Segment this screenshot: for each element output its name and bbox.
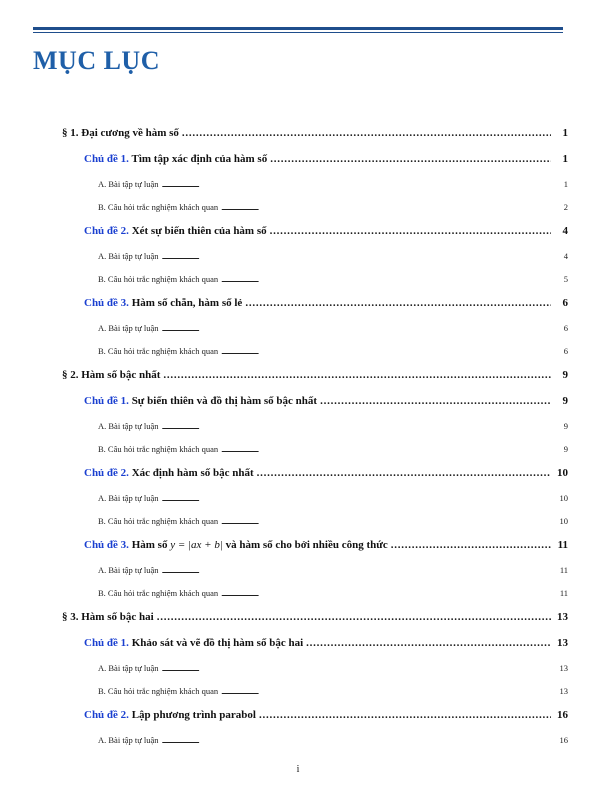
- toc-topic-prefix: Chủ đề 2.: [84, 467, 129, 479]
- toc-topic-prefix: Chủ đề 2.: [84, 225, 129, 237]
- toc-item[interactable]: [98, 565, 568, 575]
- toc-leader: [259, 709, 551, 721]
- toc-leader: [221, 444, 551, 454]
- toc-item-label: B. Câu hỏi trắc nghiệm khách quan: [98, 274, 219, 284]
- toc-page-number: 13: [557, 637, 568, 649]
- toc-topic-label: Hàm số: [131, 539, 168, 551]
- toc-leader: [270, 153, 551, 165]
- toc-item[interactable]: [98, 202, 568, 212]
- toc-leader: [391, 539, 551, 551]
- toc-item-label: A. Bài tập tự luận: [98, 565, 159, 575]
- toc-page-number: 16: [559, 735, 568, 745]
- toc-page-number: 2: [563, 202, 568, 212]
- toc-topic-2-2[interactable]: [84, 467, 568, 479]
- toc-page-number: 6: [563, 323, 568, 333]
- toc-leader: [245, 297, 551, 309]
- toc-item-label: B. Câu hỏi trắc nghiệm khách quan: [98, 516, 219, 526]
- toc-item[interactable]: [98, 444, 568, 454]
- toc-item-label: B. Câu hỏi trắc nghiệm khách quan: [98, 202, 219, 212]
- toc-topic-3-2[interactable]: [84, 709, 568, 721]
- toc-leader: [163, 369, 551, 381]
- toc-leader: [257, 467, 551, 479]
- toc-leader: [221, 588, 551, 598]
- toc-topic-prefix: Chủ đề 3.: [84, 539, 129, 551]
- toc-page-number: 6: [562, 297, 568, 309]
- toc-leader: [221, 346, 551, 356]
- toc-item[interactable]: [98, 346, 568, 356]
- toc-page-number: 16: [557, 709, 568, 721]
- toc-topic-prefix: Chủ đề 1.: [84, 153, 129, 165]
- toc-leader: [221, 686, 551, 696]
- toc-page-number: 1: [562, 153, 568, 165]
- toc-item-label: B. Câu hỏi trắc nghiệm khách quan: [98, 444, 219, 454]
- toc-topic-1-2[interactable]: [84, 225, 568, 237]
- toc-item-label: B. Câu hỏi trắc nghiệm khách quan: [98, 686, 219, 696]
- toc-leader: [221, 202, 551, 212]
- toc-leader: [157, 611, 551, 623]
- toc-leader: [162, 663, 551, 673]
- toc-leader: [221, 274, 551, 284]
- toc-leader: [221, 516, 551, 526]
- toc-page-number: 11: [557, 539, 568, 551]
- toc-page-number: 13: [559, 686, 568, 696]
- toc-topic-2-1[interactable]: [84, 395, 568, 407]
- toc-page-number: 10: [559, 516, 568, 526]
- toc-page-number: 6: [563, 346, 568, 356]
- toc-topic-prefix: Chủ đề 3.: [84, 297, 129, 309]
- toc-page-number: 11: [559, 565, 568, 575]
- toc-section-label: § 1. Đại cương về hàm số: [62, 127, 179, 139]
- toc-leader: [162, 323, 551, 333]
- toc-topic-1-1[interactable]: [84, 153, 568, 165]
- toc-item[interactable]: [98, 686, 568, 696]
- toc-item[interactable]: [98, 274, 568, 284]
- toc-item-label: A. Bài tập tự luận: [98, 493, 159, 503]
- toc-topic-3-1[interactable]: [84, 637, 568, 649]
- toc-page-number: 1: [563, 179, 568, 189]
- toc-leader: [320, 395, 551, 407]
- toc-item[interactable]: [98, 421, 568, 431]
- toc-item[interactable]: [98, 735, 568, 745]
- toc-section-label: § 3. Hàm số bậc hai: [62, 611, 154, 623]
- toc-leader: [162, 421, 551, 431]
- toc-page-number: 9: [563, 444, 568, 454]
- toc-topic-label: Hàm số chẵn, hàm số lẻ: [131, 297, 243, 309]
- toc-page-number: 1: [562, 127, 568, 139]
- page-title: MỤC LỤC: [33, 46, 160, 75]
- toc-item[interactable]: [98, 516, 568, 526]
- toc-item[interactable]: [98, 179, 568, 189]
- toc-item-label: B. Câu hỏi trắc nghiệm khách quan: [98, 346, 219, 356]
- toc-item-label: A. Bài tập tự luận: [98, 179, 159, 189]
- toc-item[interactable]: [98, 251, 568, 261]
- toc-item-label: A. Bài tập tự luận: [98, 421, 159, 431]
- toc-item-label: A. Bài tập tự luận: [98, 251, 159, 261]
- toc-page-number: 5: [563, 274, 568, 284]
- toc-page-number: 9: [562, 395, 568, 407]
- toc-page-number: 10: [559, 493, 568, 503]
- toc-item-label: B. Câu hỏi trắc nghiệm khách quan: [98, 588, 219, 598]
- toc-topic-2-3[interactable]: [84, 539, 568, 551]
- toc-page-number: 9: [562, 369, 568, 381]
- toc-item-label: A. Bài tập tự luận: [98, 735, 159, 745]
- toc-topic-label: Xác định hàm số bậc nhất: [131, 467, 254, 479]
- toc-leader: [162, 251, 551, 261]
- toc-topic-1-3[interactable]: [84, 297, 568, 309]
- toc-section-2[interactable]: [62, 369, 568, 381]
- toc-section-label: § 2. Hàm số bậc nhất: [62, 369, 161, 381]
- toc-page-number: 4: [562, 225, 568, 237]
- header-rule-thin: [33, 32, 563, 33]
- toc-math-formula: y = |ax + b|: [170, 539, 223, 551]
- toc-page-number: 13: [559, 663, 568, 673]
- toc-page-number: 9: [563, 421, 568, 431]
- toc-item[interactable]: [98, 588, 568, 598]
- toc-topic-label: Sự biến thiên và đồ thị hàm số bậc nhất: [131, 395, 318, 407]
- toc-topic-label: Tìm tập xác định của hàm số: [131, 153, 268, 165]
- toc-leader: [162, 179, 551, 189]
- toc-topic-label: Khảo sát và vẽ đồ thị hàm số bậc hai: [131, 637, 304, 649]
- toc-section-1[interactable]: [62, 127, 568, 139]
- toc-leader: [270, 225, 551, 237]
- toc-section-3[interactable]: [62, 611, 568, 623]
- toc-page-number: 4: [563, 251, 568, 261]
- toc-item[interactable]: [98, 323, 568, 333]
- toc-page-number: 11: [559, 588, 568, 598]
- toc-topic-prefix: Chủ đề 1.: [84, 637, 129, 649]
- toc-leader: [182, 127, 551, 139]
- toc-page-number: 10: [557, 467, 568, 479]
- toc-leader: [306, 637, 551, 649]
- toc-leader: [162, 565, 551, 575]
- toc-topic-prefix: Chủ đề 1.: [84, 395, 129, 407]
- toc-page-number: 13: [557, 611, 568, 623]
- toc-topic-label-rest: và hàm số cho bởi nhiều công thức: [225, 539, 388, 551]
- toc-item[interactable]: [98, 493, 568, 503]
- toc-item-label: A. Bài tập tự luận: [98, 663, 159, 673]
- toc-item[interactable]: [98, 663, 568, 673]
- toc-topic-label: Lập phương trình parabol: [131, 709, 256, 721]
- toc-topic-prefix: Chủ đề 2.: [84, 709, 129, 721]
- footer-page-number: i: [296, 764, 300, 775]
- toc-leader: [162, 493, 551, 503]
- header-rule-thick: [33, 27, 563, 30]
- toc-item-label: A. Bài tập tự luận: [98, 323, 159, 333]
- toc-topic-label: Xét sự biến thiên của hàm số: [131, 225, 267, 237]
- toc-leader: [162, 735, 551, 745]
